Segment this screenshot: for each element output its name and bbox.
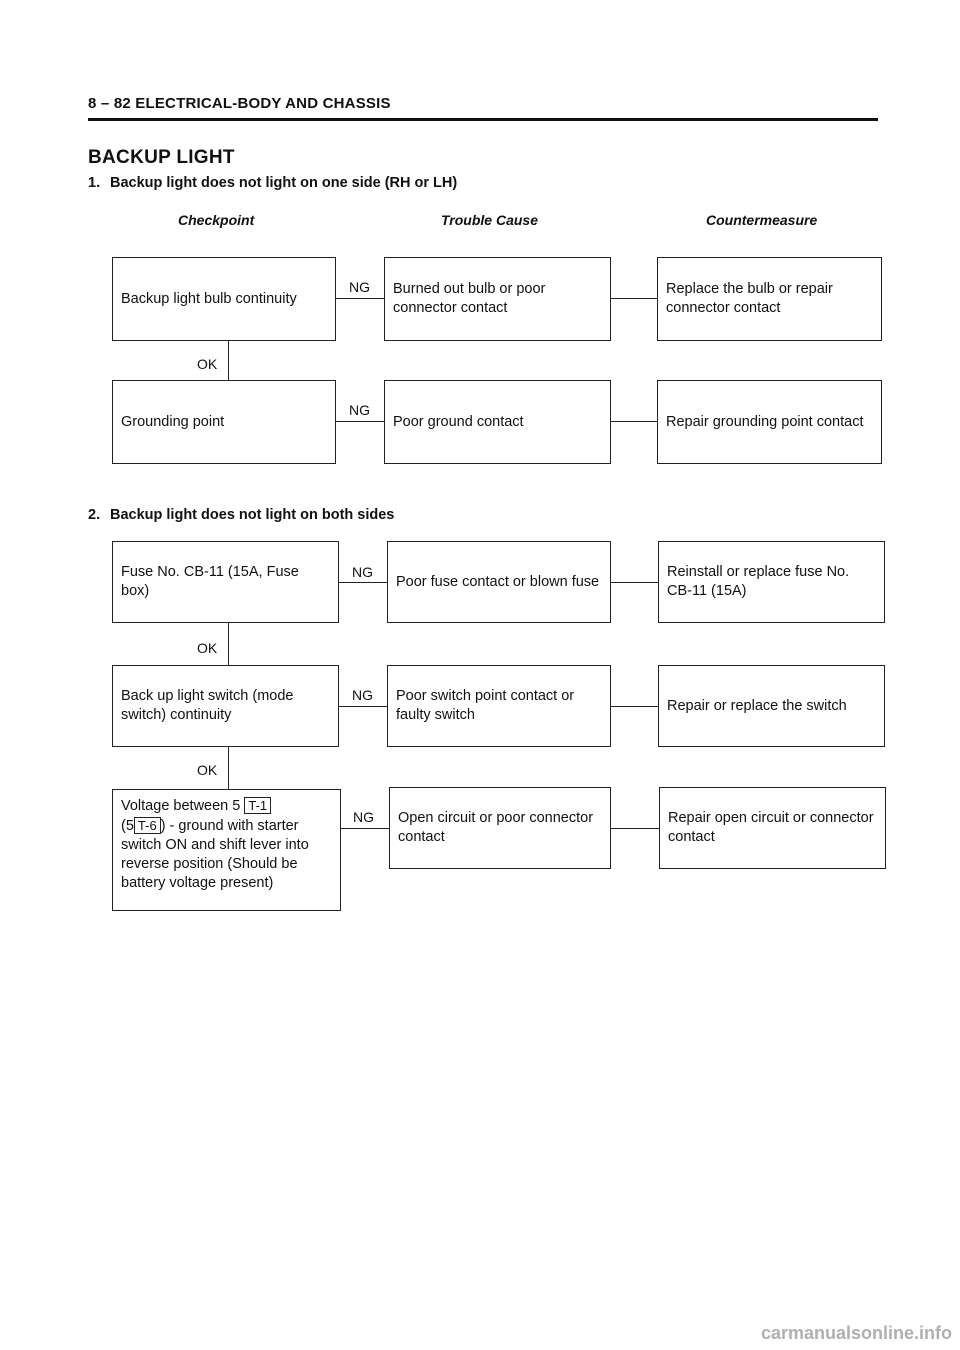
page-header: 8 – 82 ELECTRICAL-BODY AND CHASSIS <box>88 95 391 112</box>
cause-box-burned-bulb <box>384 257 611 341</box>
case1-title: Backup light does not light on one side (RH or LH) <box>110 175 458 191</box>
header-rule <box>88 118 878 121</box>
connector-tag-t6: T-6 <box>134 817 161 834</box>
connector-tag-t1: T-1 <box>244 797 271 814</box>
fix-text: Repair grounding point contact <box>666 413 864 430</box>
fix-text: Replace the bulb or repair connector contact <box>666 281 833 316</box>
ok-label: OK <box>197 640 218 656</box>
ng-label: NG <box>352 564 373 580</box>
ng-label: NG <box>349 279 370 295</box>
ok-connector <box>228 623 229 665</box>
fix-box-repair-ground <box>657 380 882 464</box>
fix-box-replace-bulb <box>657 257 882 341</box>
ng-connector <box>339 582 387 583</box>
column-countermeasure: Countermeasure <box>706 212 818 228</box>
case2-heading <box>88 507 394 523</box>
ng-connector <box>341 828 389 829</box>
connector-line <box>611 828 659 829</box>
cause-box-poor-ground <box>384 380 611 464</box>
case2-title: Backup light does not light on both sides <box>110 507 395 523</box>
cause-text: Burned out bulb or poor connector contact <box>393 281 546 316</box>
ng-connector <box>336 298 384 299</box>
ng-label: NG <box>353 809 374 825</box>
section-title: BACKUP LIGHT <box>88 147 235 168</box>
cause-box-faulty-switch <box>387 665 611 747</box>
check-box-grounding-point <box>112 380 336 464</box>
cause-box-open-circuit <box>389 787 611 869</box>
check-text: Back up light switch (mode switch) continuity <box>121 688 294 723</box>
check-box-voltage <box>112 789 341 911</box>
check-box-fuse <box>112 541 339 623</box>
column-trouble-cause: Trouble Cause <box>441 212 538 228</box>
check-text: Backup light bulb continuity <box>121 290 297 307</box>
check-box-switch-continuity <box>112 665 339 747</box>
fix-box-replace-fuse <box>658 541 885 623</box>
connector-line <box>611 582 658 583</box>
connector-line <box>611 298 657 299</box>
cause-text: Open circuit or poor connector contact <box>398 810 594 845</box>
case2-number: 2. <box>88 507 101 523</box>
ok-label: OK <box>197 356 218 372</box>
connector-line <box>611 706 658 707</box>
fix-box-repair-switch <box>658 665 885 747</box>
check-box-bulb-continuity <box>112 257 336 341</box>
fix-text: Reinstall or replace fuse No. CB-11 (15A) <box>667 564 850 599</box>
watermark-text: carmanualsonline.info <box>760 1323 952 1343</box>
ng-connector <box>339 706 387 707</box>
check-text: Fuse No. CB-11 (15A, Fuse box) <box>121 564 299 599</box>
ok-connector <box>228 747 229 789</box>
cause-text: Poor fuse contact or blown fuse <box>396 573 600 590</box>
column-checkpoint: Checkpoint <box>178 212 255 228</box>
cause-text: Poor ground contact <box>393 413 524 430</box>
check-text: Grounding point <box>121 413 225 430</box>
fix-text: Repair or replace the switch <box>667 697 847 714</box>
ok-label: OK <box>197 762 218 778</box>
check-text-voltage: Voltage between 5 T-1 (5 T-6 ) - ground with starter switch ON and shift lever into reverse position (Should be battery voltage present) <box>121 798 309 891</box>
cause-text: Poor switch point contact or faulty switch <box>396 688 575 723</box>
ng-label: NG <box>349 402 370 418</box>
ok-connector <box>228 341 229 380</box>
ng-connector <box>336 421 384 422</box>
ng-label: NG <box>352 687 373 703</box>
cause-box-blown-fuse <box>387 541 611 623</box>
fix-text: Repair open circuit or connector contact <box>668 810 874 845</box>
case1-number: 1. <box>88 175 101 191</box>
connector-line <box>611 421 657 422</box>
fix-box-repair-circuit <box>659 787 886 869</box>
case1-heading <box>88 175 457 191</box>
